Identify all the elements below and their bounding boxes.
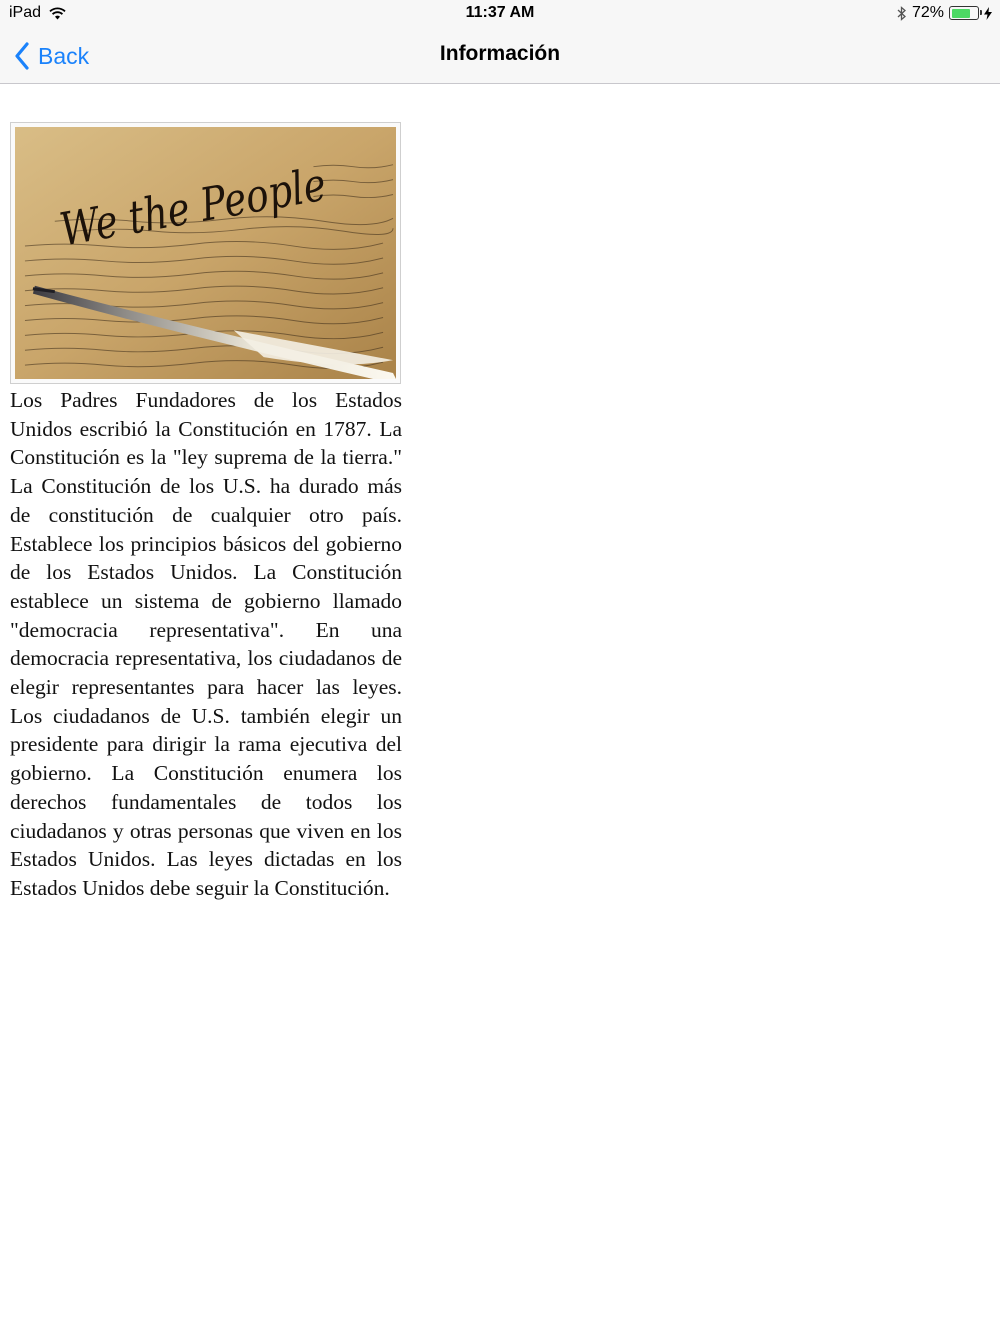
bluetooth-icon [897,6,907,21]
device-label: iPad [9,4,42,21]
page-title: Información [439,42,561,65]
article-body: Los Padres Fundadores de los Estados Unidos escribió la Constitución en 1787. La Constitución es la "ley suprema de la tierra." La Constitución de los U.S. ha durado más de constitución de cualquier otro país. Establece los principios básicos del gobierno de los Estados Unidos. La Constitución establece un sistema de gobierno llamado "democracia representativa". En una democracia representativa, los ciudadanos de elegir representantes para hacer las leyes. Los ciudadanos de U.S. también elegir un presidente para dirigir la rama ejecutiva del gobierno. La Constitución enumera los derechos fundamentales de todos los ciudadanos y otras personas que viven en los Estados Unidos. Las leyes dictadas en los Estados Unidos debe seguir la Constitución. [10,388,402,900]
status-time: 11:37 AM [465,4,535,21]
image-script-text: We the People [56,147,389,257]
hero-image-frame [10,122,401,384]
status-bar [0,0,1000,28]
navigation-bar [0,28,1000,84]
battery-percent: 72% [911,4,944,21]
back-label: Back [38,42,90,69]
battery-tip [980,10,983,15]
battery-fill [952,9,970,18]
battery-icon [949,6,979,20]
charging-icon [984,7,992,20]
article-content [10,122,402,903]
constitution-quill-image [15,127,396,379]
status-right [897,4,992,22]
